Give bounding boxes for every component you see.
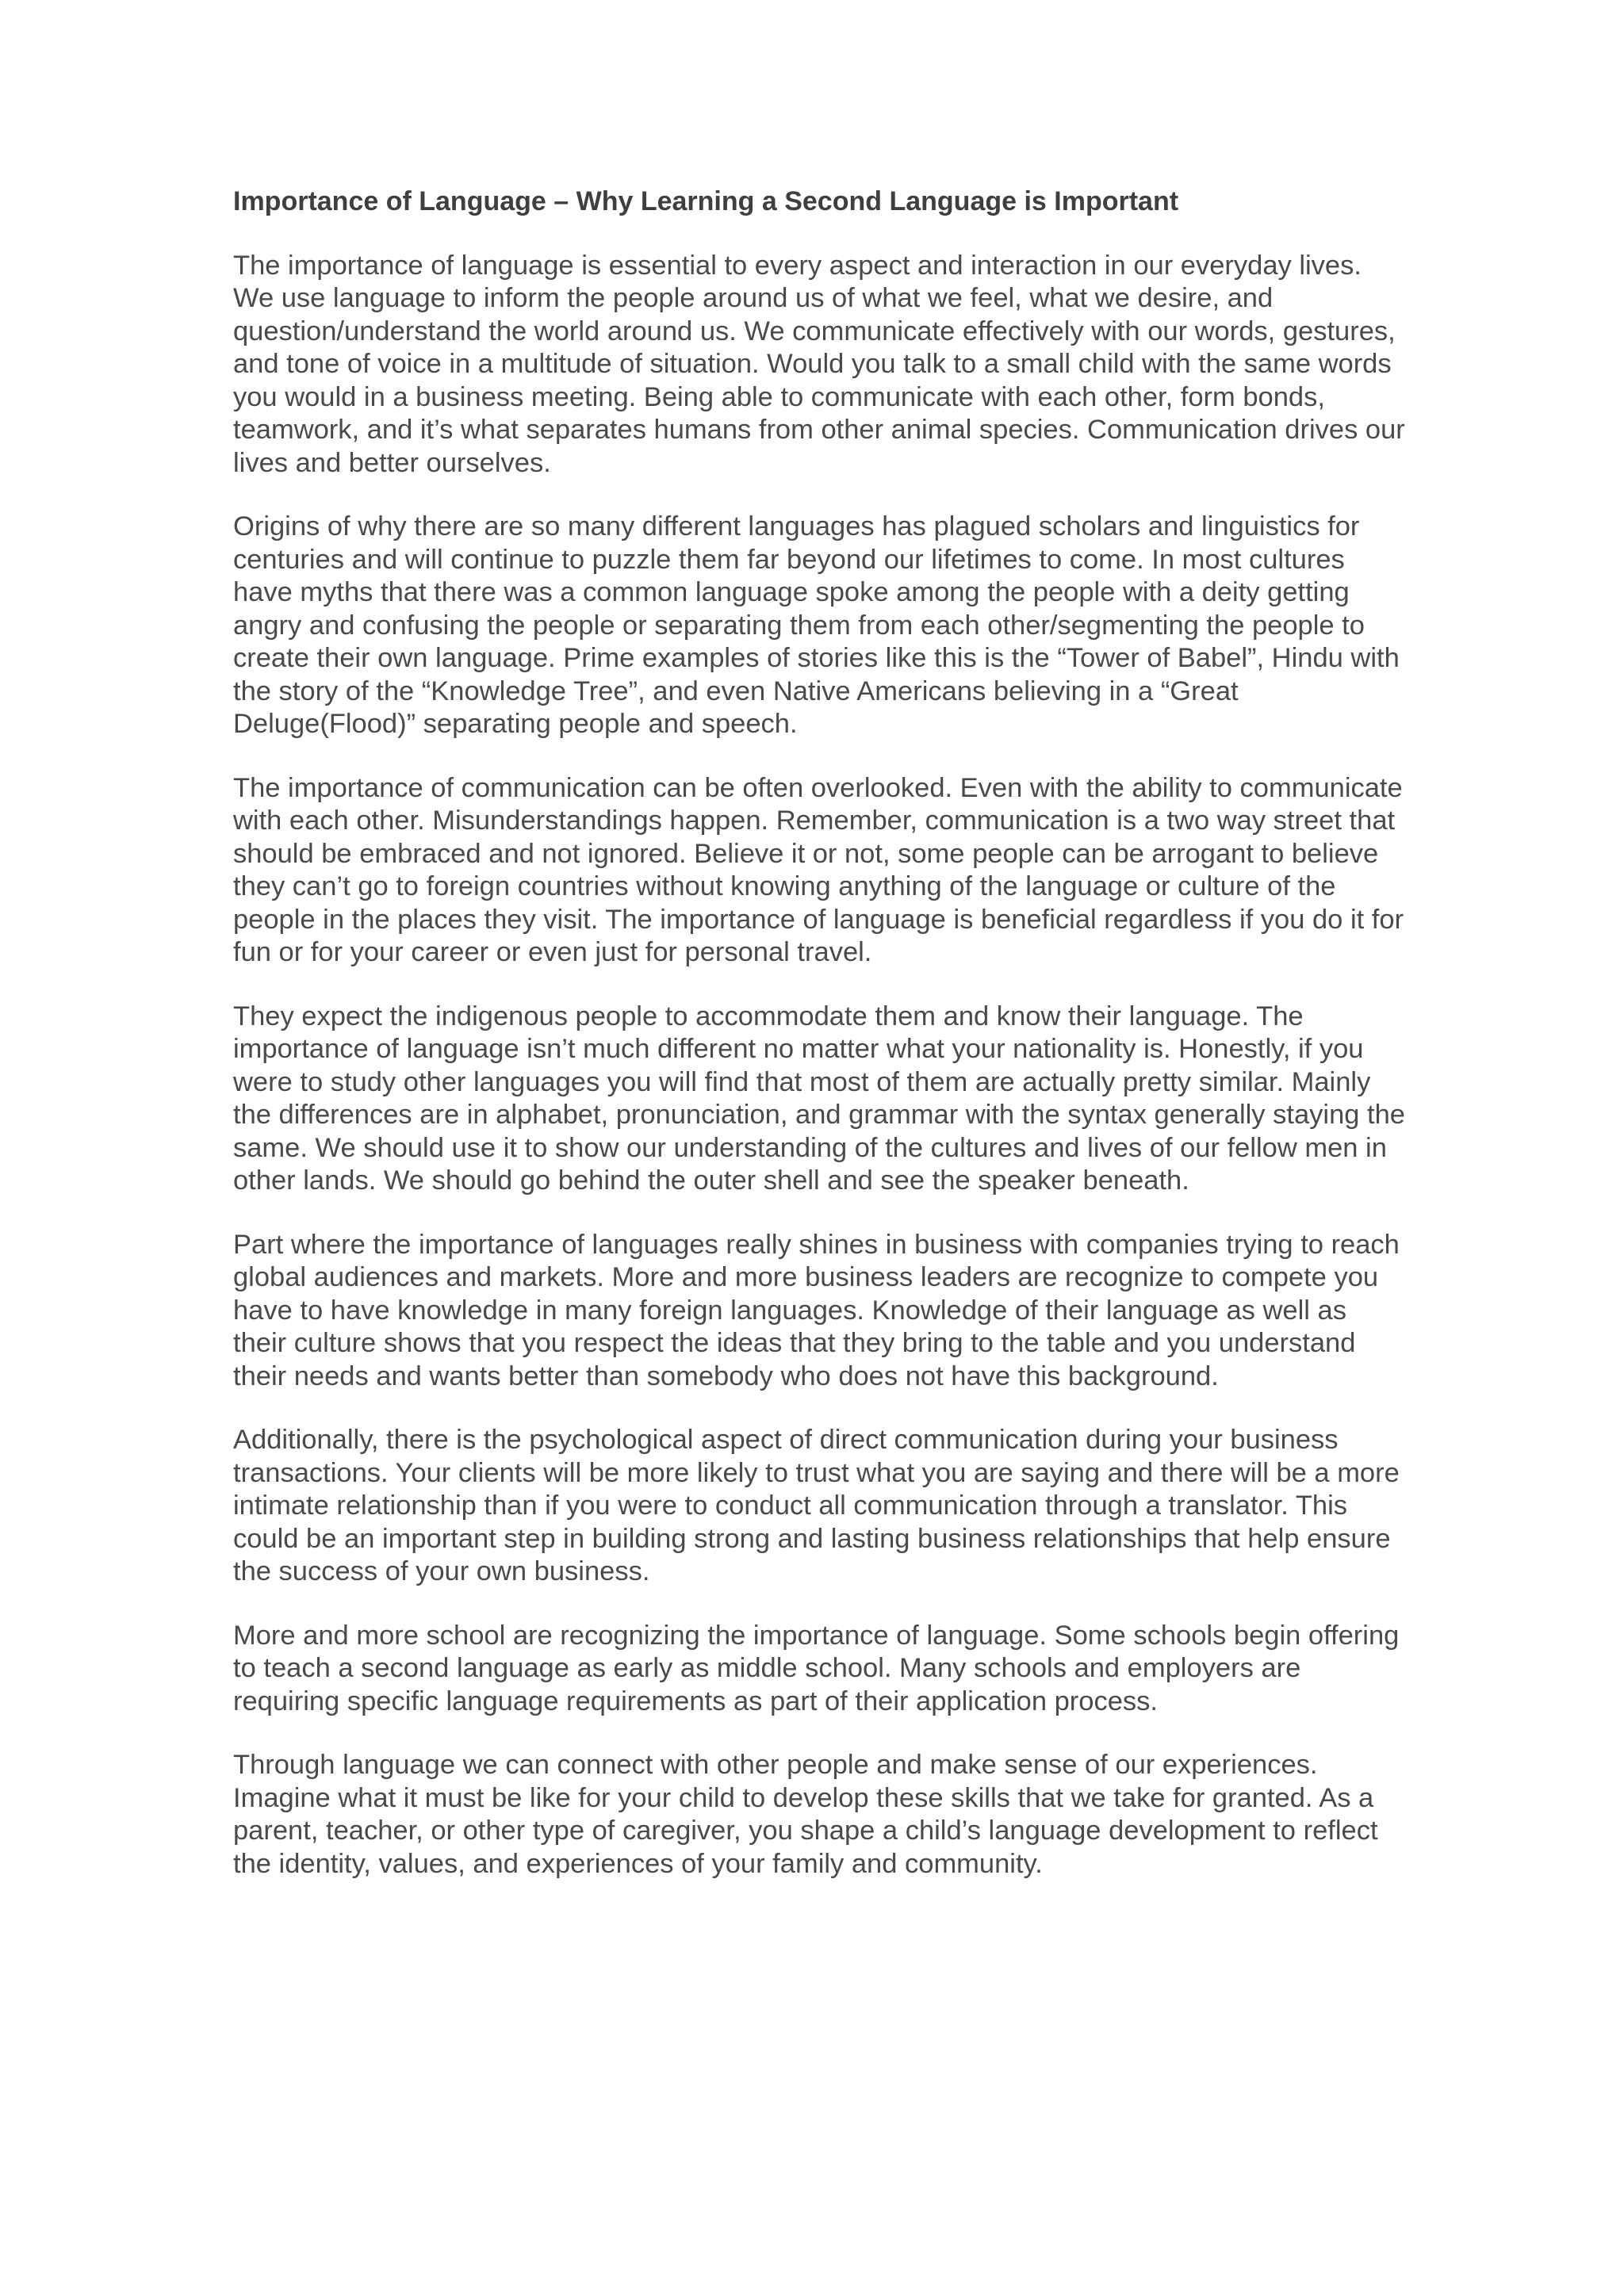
document-body	[233, 186, 1407, 1911]
paragraph-5: Part where the importance of languages really shines in business with companies trying to reach global audiences and markets. More and more business leaders are recognize to compete you have to have knowledge in many foreign languages. Knowledge of their language as well as their culture shows that you respect the ideas that they bring to the table and you understand their needs and wants better than somebody who does not have this background.	[233, 1229, 1400, 1391]
paragraph-7: More and more school are recognizing the importance of language. Some schools begin offering to teach a second language as early as middle school. Many schools and employers are requiring specific language requirements as part of their application process.	[233, 1620, 1400, 1716]
paragraph-4: They expect the indigenous people to accommodate them and know their language. The importance of language isn’t much different no matter what your nationality is. Honestly, if you were to study other languages you will find that most of them are actually pretty similar. Mainly the differences are in alphabet, pronunciation, and grammar with the syntax generally staying the same. We should use it to show our understanding of the cultures and lives of our fellow men in other lands. We should go behind the outer shell and see the speaker beneath.	[233, 1001, 1405, 1196]
paragraph-8: Through language we can connect with other people and make sense of our experiences. Imagine what it must be like for your child to develop these skills that we take for granted. As a parent, teacher, or other type of caregiver, you shape a child’s language development to reflect the identity, values, and experiences of your family and community.	[233, 1750, 1378, 1879]
paragraph-3: The importance of communication can be often overlooked. Even with the ability to communicate with each other. Misunderstandings happen. Remember, communication is a two way street that should be embraced and not ignored. Believe it or not, some people can be arrogant to believe they can’t go to foreign countries without knowing anything of the language or culture of the people in the places they visit. The importance of language is beneficial regardless if you do it for fun or for your career or even just for personal travel.	[233, 772, 1404, 968]
paragraph-6: Additionally, there is the psychological aspect of direct communication during your business transactions. Your clients will be more likely to trust what you are saying and there will be a more intimate relationship than if you were to conduct all communication through a translator. This could be an important step in building strong and lasting business relationships that help ensure the success of your own business.	[233, 1425, 1400, 1587]
paragraph-1: The importance of language is essential to every aspect and interaction in our everyday lives. We use language to inform the people around us of what we feel, what we desire, and question/understand the world around us. We communicate effectively with our words, gestures, and tone of voice in a multitude of situation. Would you talk to a small child with the same words you would in a business meeting. Being able to communicate with each other, form bonds, teamwork, and it’s what separates humans from other animal species. Communication drives our lives and better ourselves.	[233, 250, 1405, 478]
paragraph-2: Origins of why there are so many different languages has plagued scholars and linguistics for centuries and will continue to puzzle them far beyond our lifetimes to come. In most cultures have myths that there was a common language spoke among the people with a deity getting angry and confusing the people or separating them from each other/segmenting the people to create their own language. Prime examples of stories like this is the “Tower of Babel”, Hindu with the story of the “Knowledge Tree”, and even Native Americans believing in a “Great Deluge(Flood)” separating people and speech.	[233, 511, 1400, 740]
document-title: Importance of Language – Why Learning a Second Language is Important	[233, 186, 1179, 216]
